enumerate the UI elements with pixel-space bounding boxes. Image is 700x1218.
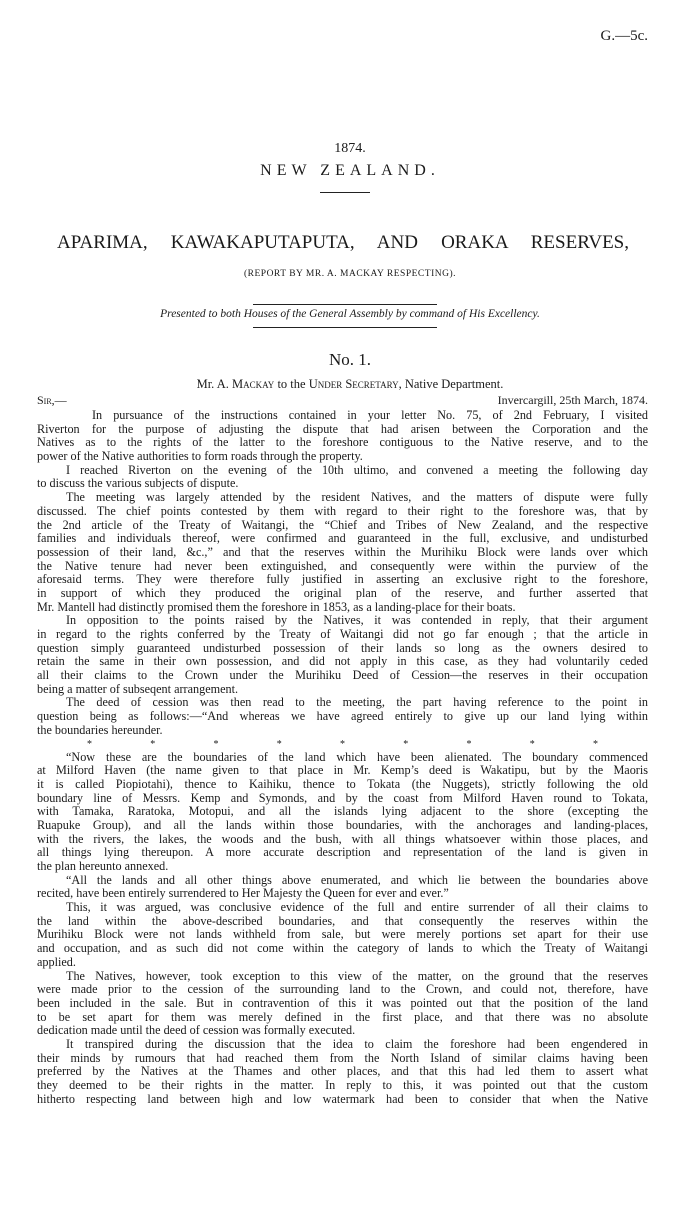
text-line: their minds by rumours that had reached them from the North Island of similar claims having been [37,1050,648,1065]
paragraph [37,874,648,901]
text-line: families and individuals thereof, were confirmed and guaranteed in the full, exclusive, and undisturbed [37,531,648,546]
letter-from [0,377,700,392]
text-line: dedication made until the deed of cession was formally executed. [37,1023,356,1038]
text-line: hitherto respecting land between high and low watermark had been to consider that when the Native [37,1091,648,1106]
from-text: to the [274,377,309,391]
text-line: they deemed to be their rights in the matter. In reply to this, it was pointed out that the custom [37,1078,648,1092]
text-line: in support of which they produced the original plan of the reserve, and further asserted that [37,585,648,600]
text-line: “All the lands and all other things above enumerated, and which lie between the boundaries above [66,872,648,887]
document-subtitle: (REPORT BY MR. A. MACKAY RESPECTING). [243,269,456,279]
paragraph [37,970,648,1038]
ellipsis-stars [37,738,648,751]
letter-body [37,409,648,1106]
text-line: and occupation, and as such did not come within the category of lands to which the Treaty of Waitangi [37,941,648,956]
star-mark: * [529,738,535,750]
star-mark: * [466,738,472,750]
document-title: APARIMA, KAWAKAPUTAPUTA, AND ORAKA RESERVES, [57,232,629,253]
text-line: the plan hereunto annexed. [37,859,169,873]
text-line: applied. [37,954,76,969]
text-line: Riverton for the purpose of adjusting the dispute that had arisen between the Corporation and the [37,421,648,436]
text-line: This, it was argued, was conclusive evidence of the full and entire surrender of all their claims to [66,900,648,915]
text-line: question being as follows:—“And whereas we have agreed entirely to give up our land lying within [37,709,648,724]
text-line: been included in the sale. But in contravention of this it was pointed out that the position of the land [37,995,648,1010]
text-line: the boundaries hereunder. [37,722,163,737]
document-reference: G.—5c. [600,28,648,44]
text-line: recited, have been entirely surrendered to Her Majesty the Queen for ever and ever.” [37,886,449,901]
text-line: with Tamaka, Raratoka, Motopui, and all the islands lying adjacent to the shore (excepting the [37,804,648,819]
text-line: retain the same in their own possession, and did not apply in this case, as they had voluntarily ceded [37,654,648,669]
divider [253,327,437,328]
divider [320,192,370,193]
paragraph [37,614,648,696]
text-line: the Native tenure had never been extinguished, and consequently were within the purview of the [37,558,648,573]
text-line: In pursuance of the instructions contained in your letter No. 75, of 2nd February, I visited [92,408,648,422]
text-line: preferred by the Natives at the Thames and other places, and that this had led them to assert what [37,1064,648,1079]
text-line: It transpired during the discussion that the idea to claim the foreshore had been engendered in [66,1036,648,1051]
text-line: at Milford Haven (the name given to that place in Mr. Kemp’s deed is Wakatipu, but by the Maoris [37,763,648,778]
from-text: Mr. A. [196,377,233,391]
from-name: Mackay [232,377,275,391]
presented-line: Presented to both Houses of the General Assembly by command of His Excellency. [160,308,540,320]
text-line: The meeting was largely attended by the resident Natives, and the matters of dispute were fully [66,490,648,505]
year: 1874. [334,141,366,156]
paragraph [37,901,648,969]
text-line: discussed. The chief points contested by them with regard to their right to the foreshore was, that by [37,503,648,518]
star-mark: * [150,738,156,750]
to-title: Under Secretary [308,377,399,391]
text-line: boundary line of Messrs. Kemp and Symonds, and by the coast from Milford Haven round to Tokata, [37,790,648,805]
paragraph [37,696,648,737]
paragraph [37,491,648,614]
text-line: I reached Riverton on the evening of the 10th ultimo, and convened a meeting the following day [66,462,648,477]
place-date: Invercargill, 25th March, 1874. [497,393,648,407]
star-mark: * [276,738,282,750]
text-line: possession of their land, &c.,” and that the reserves within the Murihiku Block were lands over which [37,544,648,559]
text-line: being a matter of subseqent arrangement. [37,681,239,696]
divider [253,304,437,305]
paragraph [37,409,648,464]
text-line: it is called Piopiotahi), thence to Kaihiku, thence to Tokata (the Nuggets), strictly following the old [37,776,648,791]
text-line: The deed of cession was then read to the meeting, the part having reference to the point in [66,695,648,710]
to-department: , Native Department. [398,377,504,391]
text-line: aforesaid terms. They were therefore fully justified in asserting an exclusive right to the foreshore, [37,572,648,587]
text-line: the land within the above-described boundaries, and that consequently the reserves within the [37,913,648,928]
salutation: Sir,— [37,393,67,407]
star-mark: * [340,738,345,750]
text-line: Natives as to the rights of the latter to the foreshore contiguous to the Native reserve, and to the [37,435,648,450]
letter-number: No. 1. [328,350,372,369]
text-line: in regard to the rights conferred by the Treaty of Waitangi did not go far enough ; that the article in [37,627,648,641]
text-line: to discuss the various subjects of dispute. [37,476,239,491]
star-mark: * [87,738,92,750]
text-line: question simply guaranteed undisturbed possession of their lands so long as the owners desired to [37,640,648,655]
country-heading: NEW ZEALAND. [260,162,440,179]
paragraph [37,751,648,874]
text-line: all things lying thereupon. A more accurate description and representation of the land is given in [37,845,648,860]
text-line: Mr. Mantell had distinctly promised them the foreshore in 1853, as a landing-place for their boats. [37,599,516,614]
text-line: Murihiku Block were not lands withheld from sale, but were merely portions set apart for their use [37,927,648,942]
text-line: “Now these are the boundaries of the land which have been alienated. The boundary commenced [66,749,648,764]
text-line: In opposition to the points raised by the Natives, it was contended in reply, that their argument [66,613,648,628]
text-line: to be set apart for them was merely defined in the first place, and that there was no absolute [37,1009,648,1024]
star-mark: * [213,738,219,750]
text-line: The Natives, however, took exception to this view of the matter, on the ground that the reserves [66,968,648,983]
star-mark: * [403,738,409,750]
text-line: with the rivers, the lakes, the woods and the bush, with all things whatsoever within those places, and [37,831,648,846]
text-line: Ruapuke Group), and all the lands within those boundaries, with the anchorages and landing-places, [37,817,648,832]
text-line: the 2nd article of the Treaty of Waitangi, the “Chief and Tribes of New Zealand, and the respective [37,517,648,532]
paragraph [37,464,648,491]
paragraph [37,1038,648,1106]
text-line: power of the Native authorities to form roads through the property. [37,449,363,464]
text-line: were made prior to the cession of the surrounding land to the Crown, and could not, therefore, have [37,982,648,997]
text-line: all their claims to the Crown under the Murihiku Deed of Cession—the reserves in their occupation [37,668,648,683]
star-mark: * [593,738,598,750]
